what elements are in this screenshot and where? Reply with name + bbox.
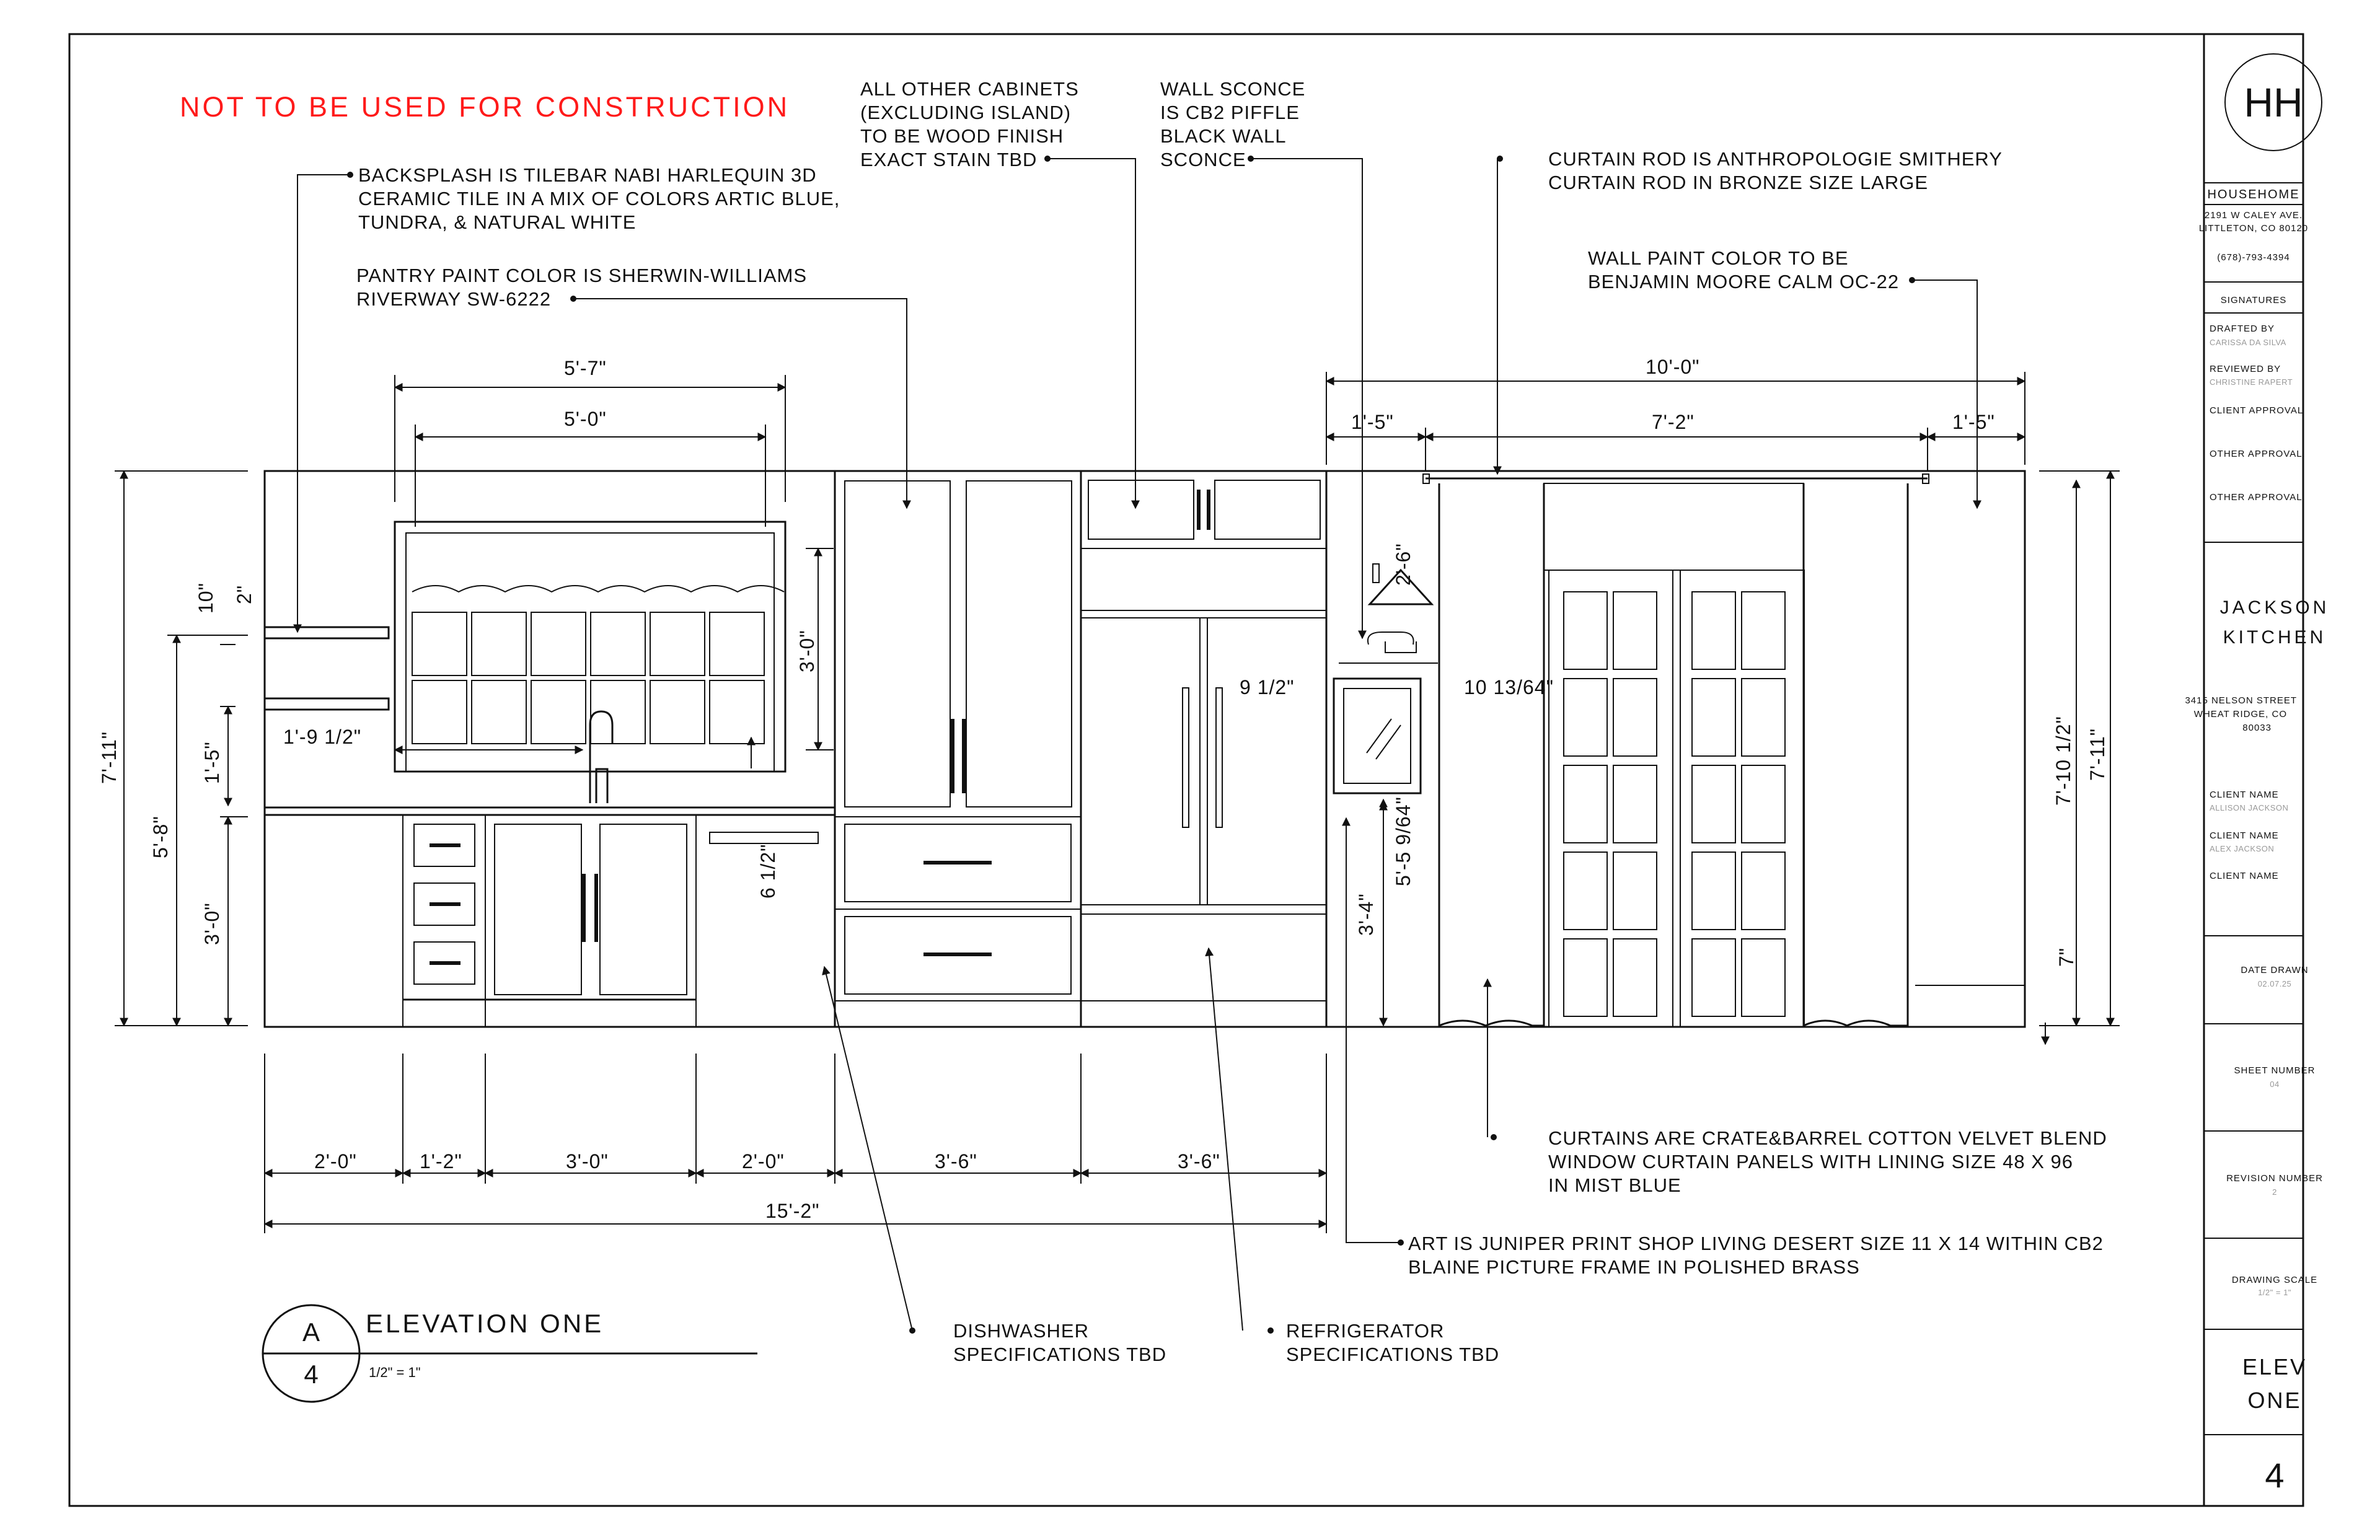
not-for-construction-warning: NOT TO BE USED FOR CONSTRUCTION — [180, 91, 790, 123]
dim-label: 10 13/64" — [1464, 676, 1554, 698]
dim-label: 1'-9 1/2" — [283, 726, 362, 748]
date-drawn-label: DATE DRAWN — [2241, 965, 2309, 975]
dim-label: 7'-2" — [1652, 411, 1695, 433]
project-address: 80033 — [2242, 723, 2272, 733]
dim-label: 15'-2" — [765, 1200, 820, 1222]
note-wall-sconce: WALL SCONCE IS CB2 PIFFLE BLACK WALL SCONCE — [1160, 78, 1306, 170]
elevation-title: ELEVATION ONE — [366, 1309, 604, 1338]
note-curtain-rod: CURTAIN ROD IS ANTHROPOLOGIE SMITHERY CURTAIN ROD IN BRONZE SIZE LARGE — [1548, 148, 2003, 193]
company-name: HOUSEHOME — [2207, 188, 2300, 201]
drafted-by-label: DRAFTED BY — [2210, 323, 2275, 334]
dim-label: 9 1/2" — [1240, 676, 1295, 698]
revision-number-label: REVISION NUMBER — [2226, 1173, 2323, 1184]
dim-label: 7'-10 1/2" — [2052, 716, 2074, 806]
dim-label: 5'-7" — [564, 357, 607, 379]
sheet-number-label: SHEET NUMBER — [2234, 1065, 2316, 1076]
drafted-by-name: CARISSA DA SILVA — [2210, 338, 2286, 347]
dim-label: 2'-0" — [742, 1150, 785, 1173]
dim-label: 10" — [195, 583, 217, 614]
dim-label: 5'-5 9/64" — [1392, 796, 1414, 886]
sheet-title-line1: ELEV — [2242, 1354, 2307, 1379]
note-wall-paint: WALL PAINT COLOR TO BE BENJAMIN MOORE CALM OC-22 — [1588, 247, 1900, 293]
dim-label: 1'-5" — [201, 741, 223, 784]
dim-label: 1'-5" — [1952, 411, 1995, 433]
elevation-number: 4 — [304, 1360, 319, 1389]
client-name-label: CLIENT NAME — [2210, 830, 2279, 841]
dim-label: 3'-6" — [935, 1150, 977, 1173]
dim-label: 1'-2" — [420, 1150, 462, 1173]
dim-label: 7" — [2055, 947, 2078, 967]
note-backsplash: BACKSPLASH IS TILEBAR NABI HARLEQUIN 3D CERAMIC TILE IN A MIX OF COLORS ARTIC BLUE, TUNDRA, & NATURAL WHITE — [358, 164, 840, 233]
company-address: 2191 W CALEY AVE. — [2204, 210, 2303, 221]
company-phone: (678)-793-4394 — [2217, 252, 2290, 263]
client-approval-label: CLIENT APPROVAL — [2210, 405, 2304, 416]
signatures-heading: SIGNATURES — [2220, 295, 2287, 306]
client-name-value: ALEX JACKSON — [2210, 844, 2275, 853]
revision-number-value: 2 — [2272, 1187, 2277, 1197]
drawing-scale-value: 1/2" = 1" — [2258, 1288, 2291, 1297]
dim-label: 2" — [233, 584, 255, 604]
logo-mark: HH — [2244, 79, 2303, 125]
dim-label: 2'-0" — [314, 1150, 357, 1173]
dim-label: 1'-5" — [1351, 411, 1394, 433]
company-address: LITTLETON, CO 80120 — [2198, 223, 2309, 234]
drawing-scale-label: DRAWING SCALE — [2231, 1275, 2318, 1285]
elevation-scale: 1/2" = 1" — [369, 1365, 421, 1380]
note-art: ART IS JUNIPER PRINT SHOP LIVING DESERT SIZE 11 X 14 WITHIN CB2 BLAINE PICTURE FRAME IN POLISHED BRASS — [1408, 1233, 2104, 1278]
dim-label: 5'-0" — [564, 408, 607, 430]
project-address: WHEAT RIDGE, CO — [2193, 709, 2287, 719]
note-refrigerator: REFRIGERATOR SPECIFICATIONS TBD — [1286, 1320, 1500, 1365]
note-cabinets: ALL OTHER CABINETS (EXCLUDING ISLAND) TO BE WOOD FINISH EXACT STAIN TBD — [860, 78, 1079, 170]
dim-label: 3'-0" — [201, 902, 223, 945]
sheet-title-line2: ONE — [2247, 1388, 2302, 1413]
dim-label: 5'-8" — [149, 816, 172, 858]
reviewed-by-label: REVIEWED BY — [2210, 364, 2281, 374]
elevation-letter: A — [302, 1318, 320, 1347]
client-name-label: CLIENT NAME — [2210, 790, 2279, 800]
project-title-line2: KITCHEN — [2223, 627, 2327, 648]
dim-label: 3'-0" — [566, 1150, 609, 1173]
dim-label: 3'-4" — [1355, 893, 1377, 936]
note-curtains: CURTAINS ARE CRATE&BARREL COTTON VELVET BLEND WINDOW CURTAIN PANELS WITH LINING SIZE 48 X 96 IN MIST BLUE — [1548, 1127, 2107, 1196]
other-approval-label: OTHER APPROVAL — [2210, 449, 2303, 459]
page-number: 4 — [2265, 1456, 2285, 1495]
client-name-value: ALLISON JACKSON — [2210, 803, 2289, 812]
date-drawn-value: 02.07.25 — [2257, 979, 2292, 988]
client-name-label: CLIENT NAME — [2210, 871, 2279, 881]
dim-label: 2'-6" — [1392, 543, 1414, 586]
dim-label: 3'-6" — [1178, 1150, 1220, 1173]
project-address: 3415 NELSON STREET — [2185, 695, 2297, 706]
dim-label: 6 1/2" — [757, 843, 779, 899]
note-dishwasher: DISHWASHER SPECIFICATIONS TBD — [953, 1320, 1167, 1365]
dim-label: 10'-0" — [1646, 356, 1700, 378]
project-title-line1: JACKSON — [2219, 597, 2330, 618]
dim-label: 7'-11" — [98, 731, 120, 784]
dim-label: 7'-11" — [2086, 728, 2109, 781]
dim-label: 3'-0" — [796, 630, 818, 672]
reviewed-by-name: CHRISTINE RAPERT — [2210, 377, 2293, 387]
other-approval-label: OTHER APPROVAL — [2210, 492, 2303, 503]
note-pantry-paint: PANTRY PAINT COLOR IS SHERWIN-WILLIAMS RIVERWAY SW-6222 — [356, 265, 808, 310]
sheet-number-value: 04 — [2270, 1080, 2280, 1089]
